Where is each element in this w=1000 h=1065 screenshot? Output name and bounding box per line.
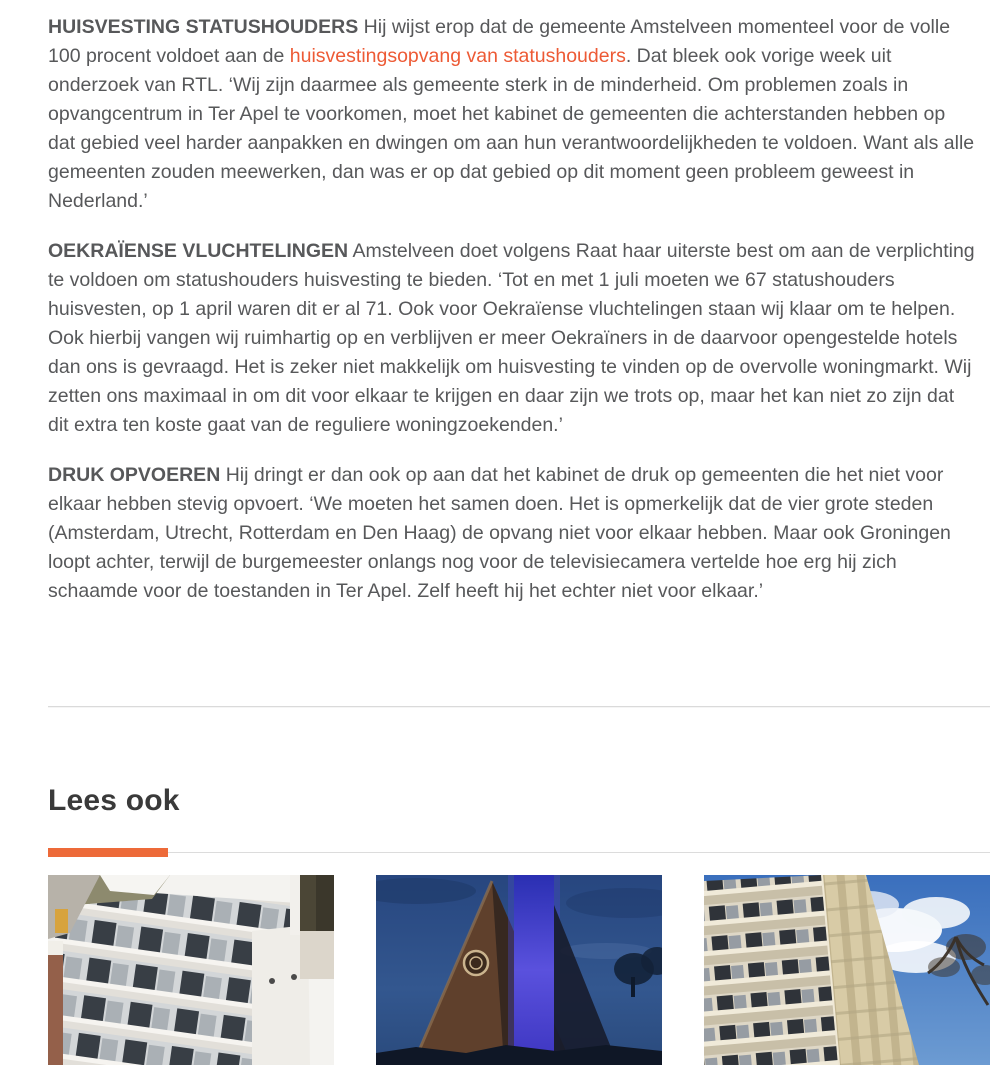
underline-hairline bbox=[48, 852, 990, 853]
related-thumbnails-row bbox=[48, 875, 990, 1065]
church-blue-tower-image bbox=[376, 875, 662, 1065]
apartment-balconies-image bbox=[48, 875, 334, 1065]
orange-accent-bar bbox=[48, 848, 168, 857]
highrise-flat-image bbox=[704, 875, 990, 1065]
paragraph-lead: DRUK OPVOEREN bbox=[48, 464, 221, 486]
lees-ook-section bbox=[48, 782, 990, 1065]
related-thumb-church-blue-tower[interactable] bbox=[376, 875, 662, 1065]
statushouders-link[interactable]: huisvestingsopvang van statushouders bbox=[289, 45, 626, 67]
paragraph-text: Hij dringt er dan ook op aan dat het kabinet de druk op gemeenten die het niet voor elkaar hebben stevig opvoert. ‘We moeten het samen doen. Het is opmerkelijk dat de vier grote steden (Amsterdam, Utrecht, Rotterdam en Den Haag) de opvang niet voor elkaar hebben. Maar ook Groningen loopt achter, terwijl de burgemeester onlangs nog voor de televisiecamera vertelde hoe erg hij zich schaamde voor de toestanden in Ter Apel. Zelf heeft hij het echter niet voor elkaar.’ bbox=[48, 464, 951, 602]
lees-ook-heading: Lees ook bbox=[48, 784, 180, 817]
related-thumb-highrise-flat[interactable] bbox=[704, 875, 990, 1065]
paragraph-oekraiense-vluchtelingen bbox=[48, 237, 975, 440]
heading-underline bbox=[48, 848, 990, 857]
paragraph-text: Amstelveen doet volgens Raat haar uiterste best om aan de verplichting te voldoen om statushouders huisvesting te bieden. ‘Tot en met 1 juli moeten we 67 statushouders huisvesten, op 1 april waren dit er al 71. Ook voor Oekraïense vluchtelingen staan wij klaar om te helpen. Ook hierbij vangen wij ruimhartig op en verblijven er meer Oekraïners in de daarvoor opengestelde hotels dan ons is gevraagd. Het is zeker niet makkelijk om huisvesting te vinden op de overvolle woningmarkt. Wij zetten ons maximaal in om dit voor elkaar te krijgen en daar zijn we trots op, maar het kan niet zo zijn dat dit extra ten koste gaat van de reguliere woningzoekenden.’ bbox=[48, 240, 975, 436]
paragraph-lead: OEKRAÏENSE VLUCHTELINGEN bbox=[48, 240, 349, 262]
paragraph-text: . Dat bleek ook vorige week uit onderzoek van RTL. ‘Wij zijn daarmee als gemeente sterk in de minderheid. Om problemen zoals in opvangcentrum in Ter Apel te voorkomen, moet het kabinet de gemeenten die achterstanden hebben op dat gebied veel harder aanpakken en dwingen om aan hun verantwoordelijkheden te voldoen. Want als alle gemeenten zouden meewerken, dan was er op dat gebied op dit moment geen probleem geweest in Nederland.’ bbox=[48, 45, 975, 212]
paragraph-text: Hij wijst erop dat de gemeente Amstelveen momenteel voor de volle 100 procent voldoet aan de bbox=[48, 16, 951, 67]
section-divider bbox=[48, 706, 990, 708]
paragraph-lead: HUISVESTING STATUSHOUDERS bbox=[48, 16, 359, 38]
related-thumb-apartment-balconies[interactable] bbox=[48, 875, 334, 1065]
paragraph-druk-opvoeren bbox=[48, 461, 975, 606]
paragraph-huisvesting-statushouders bbox=[48, 13, 975, 216]
